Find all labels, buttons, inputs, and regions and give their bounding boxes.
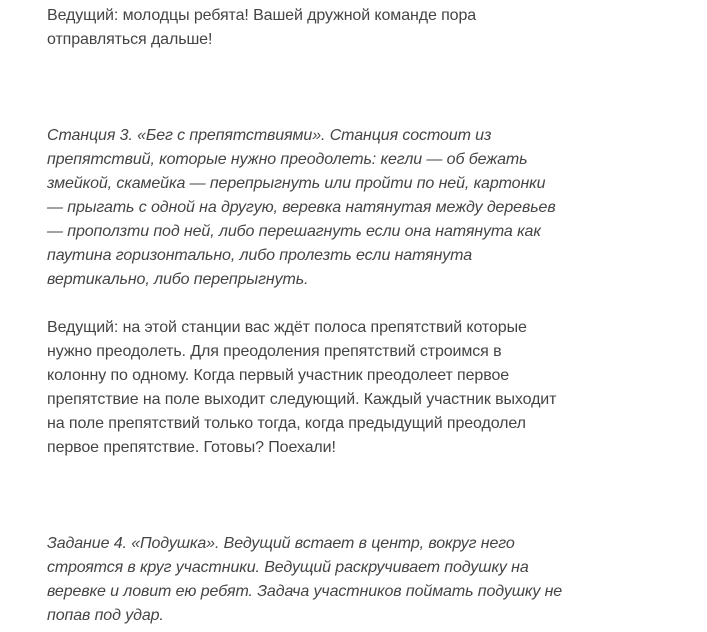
text-line: — проползти под ней, либо перешагнуть если она натянута как (47, 223, 541, 240)
text-line: препятствий, которые нужно преодолеть: кегли — об бежать (47, 151, 528, 168)
text-line: первое препятствие. Готовы? Поехали! (47, 439, 336, 456)
text-line: Задание 4. «Подушка». Ведущий встает в центр, вокруг него (47, 535, 515, 552)
text-line: веревке и ловит ею ребят. Задача участников поймать подушку не (47, 583, 563, 600)
paragraph-host-station-3 (47, 316, 556, 460)
text-line: Ведущий: на этой станции вас ждёт полоса препятствий которые (47, 319, 527, 336)
paragraph-task-4-description (47, 532, 562, 628)
text-line: Станция 3. «Бег с препятствиями». Станция состоит из (47, 127, 492, 144)
text-line: попав под удар. (47, 607, 164, 624)
paragraph-station-3-description (47, 124, 556, 292)
text-line: колонну по одному. Когда первый участник преодолеет первое (47, 367, 510, 384)
paragraph-host-praise (47, 4, 476, 52)
text-line: препятствие на поле выходит следующий. Каждый участник выходит (47, 391, 557, 408)
text-line: Ведущий: молодцы ребята! Вашей дружной команде пора (47, 7, 477, 24)
text-line: на поле препятствий только тогда, когда предыдущий преодолел (47, 415, 526, 432)
text-line: вертикально, либо перепрыгнуть. (47, 271, 309, 288)
text-line: змейкой, скамейка — перепрыгнуть или пройти по ней, картонки (47, 175, 546, 192)
text-line: строятся в круг участники. Ведущий раскручивает подушку на (47, 559, 529, 576)
text-line: нужно преодолеть. Для преодоления препятствий строимся в (47, 343, 502, 360)
text-line: отправляться дальше! (47, 31, 213, 48)
text-line: паутина горизонтально, либо пролезть если натянута (47, 247, 473, 264)
text-line: — прыгать с одной на другую, веревка натянутая между деревьев (47, 199, 556, 216)
